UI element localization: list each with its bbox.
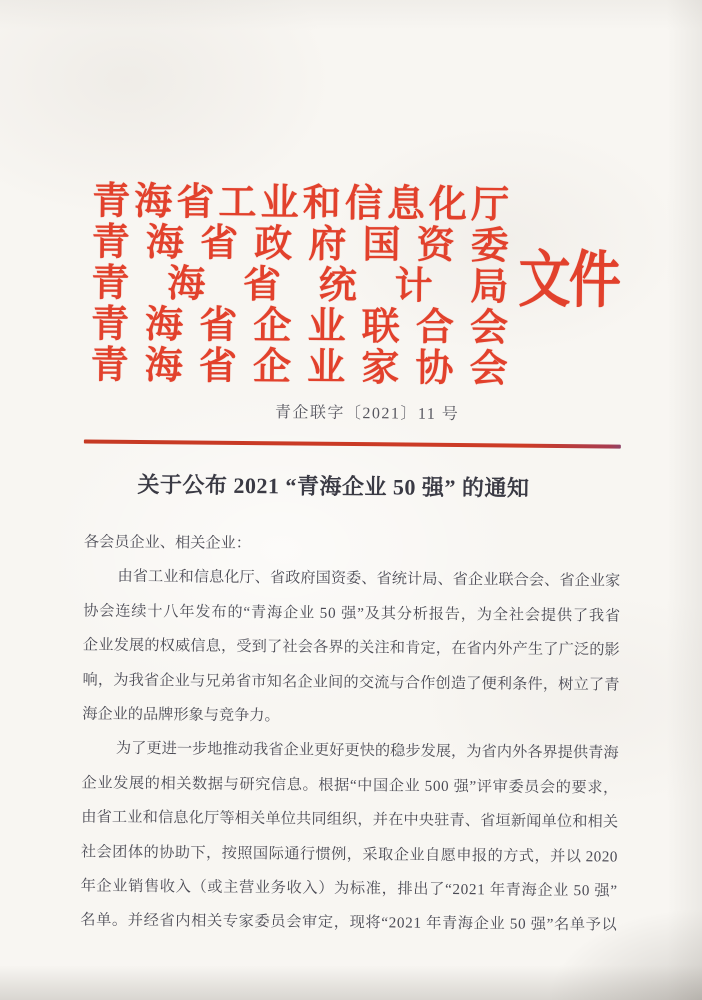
paragraph-line: 由 省 工 业 和 信 息 化 厅 、 省 政 府 国 资 委 、 省 统 计 局 、 省 企 业 联 合 会 、 省 企 业 家 (117, 568, 621, 590)
agency-name-line: 青 海 省 企 业 家 协 会 (90, 344, 508, 391)
paragraph-line: 企 业 发 展 的 相 关 数 据 与 研 究 信 息 。 根 据 “ 中 国 企 业 5 0 0 强 ” 评 审 委 员 会 的 要 求 ， (81, 774, 619, 797)
document-number: 青企联字〔2021〕11 号 (274, 404, 460, 424)
document-title: 关于公布 2021 “青海企业 50 强” 的通知 (137, 471, 530, 501)
agency-name-line: 青 海 省 企 业 联 合 会 (90, 303, 509, 350)
paragraph-line: 企 业 发 展 的 权 威 信 息 ， 受 到 了 社 会 各 界 的 关 注 和 肯 定 ， 在 省 内 外 产 生 了 广 泛 的 影 (82, 636, 620, 659)
salutation-line: 各会员企业、相关企业： (83, 533, 252, 553)
paragraph-line: 年 企 业 销 售 收 入 （ 或 主 营 业 务 收 入 ） 为 标 准 ， 排 出 了 “ 2 0 2 1 年 青 海 企 业 5 0 强 ” (80, 877, 618, 900)
paragraph-line: 响 ， 为 我 省 企 业 与 兄 弟 省 市 知 名 企 业 间 的 交 流 与 合 作 创 造 了 便 利 条 件 ， 树 立 了 青 (82, 671, 620, 694)
paragraph-line: 海企业的品牌形象与竞争力。 (82, 705, 280, 725)
agency-name-line: 青 海 省 工 业 和 信 息 化 厅 (91, 180, 510, 227)
paragraph-line: 名 单 。 并 经 省 内 相 关 专 家 委 员 会 审 定 ， 现 将 “ 2 0 2 1 年 青 海 企 业 5 0 强 ” 名 单 予 以 (80, 911, 617, 934)
agency-name-line: 青 海 省 统 计 局 (91, 262, 509, 309)
paragraph-line: 由 省 工 业 和 信 息 化 厅 等 相 关 单 位 共 同 组 织 ， 并 在 中 央 驻 青 、 省 垣 新 闻 单 位 和 相 关 (81, 808, 619, 831)
document-body (80, 525, 621, 943)
agency-name-line: 青 海 省 政 府 国 资 委 (91, 221, 509, 268)
document-label: 文件 (518, 246, 620, 316)
paragraph-line: 社 会 团 体 的 协 助 下 ， 按 照 国 际 通 行 惯 例 ， 采 取 企 业 自 愿 申 报 的 方 式 ， 并 以 2 0 2 0 (80, 842, 618, 866)
red-divider-line (84, 439, 621, 448)
letterhead (90, 180, 620, 391)
paragraph-line: 为 了 更 进 一 步 地 推 动 我 省 企 业 更 好 更 快 的 稳 步 发 展 ， 为 省 内 外 各 界 提 供 青 海 (115, 740, 619, 762)
paragraph-line: 协 会 连 续 十 八 年 发 布 的 “ 青 海 企 业 5 0 强 ” 及 其 分 析 报 告 ， 为 全 社 会 提 供 了 我 省 (83, 602, 621, 625)
